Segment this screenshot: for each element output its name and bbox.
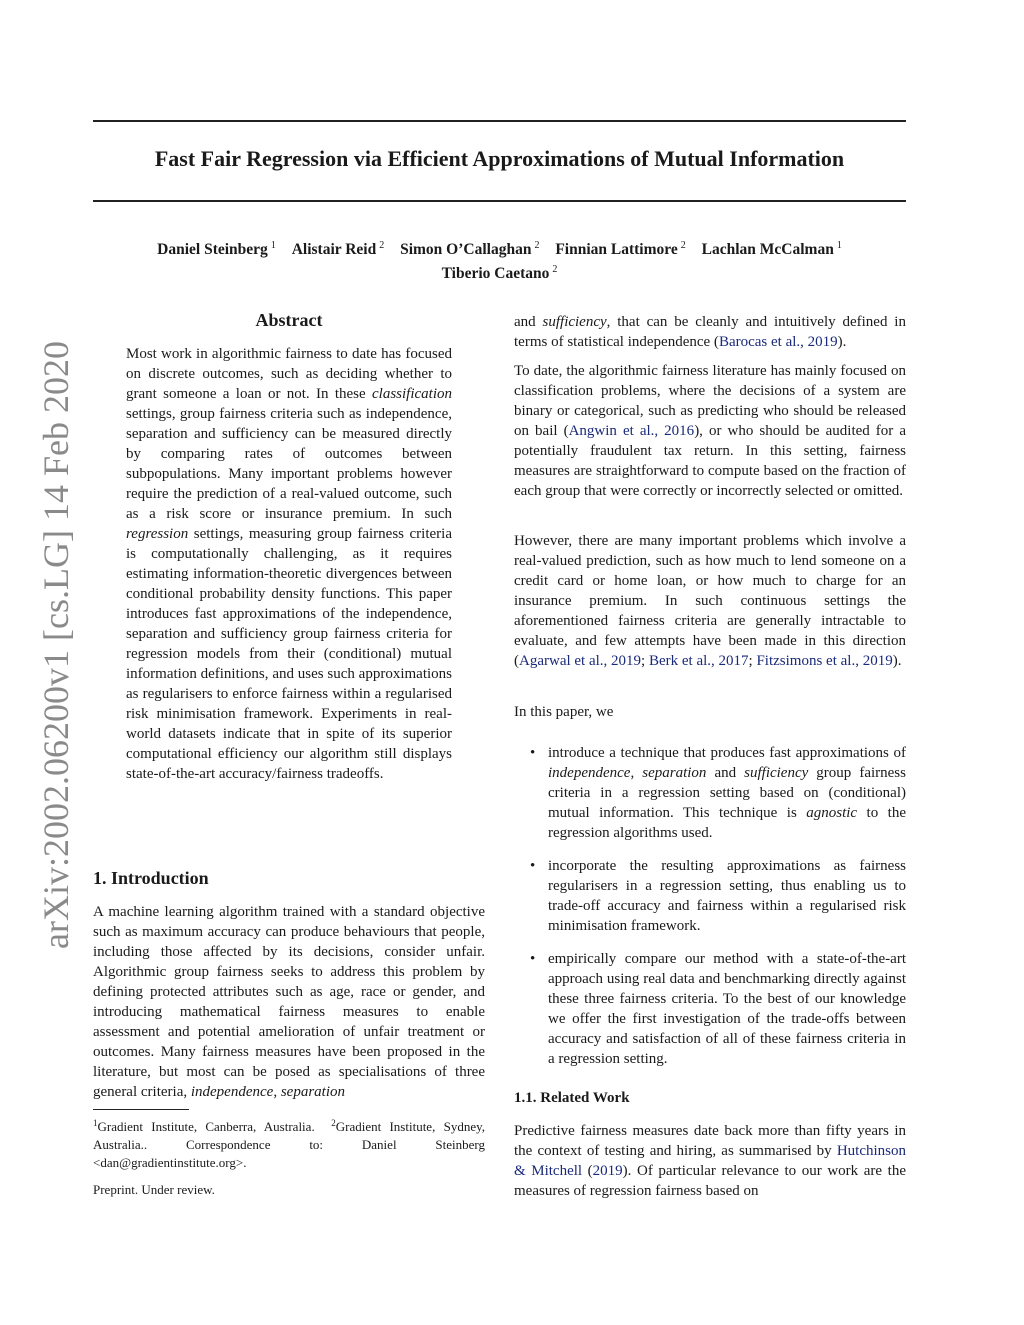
related-work-paragraph: Predictive fairness measures date back more than fifty years in the context of testing and hiring, as summarised by Hutchinson & Mitchell (2019). Of particular relevance to our work are the measures of regression fairness based on bbox=[514, 1123, 906, 1199]
citation-link[interactable]: Agarwal et al., 2019 bbox=[519, 653, 642, 669]
author: Simon O’Callaghan $^2$ bbox=[400, 240, 540, 258]
bullet-icon: • bbox=[530, 745, 536, 761]
citation-link[interactable]: Hutchinson & Mitchell bbox=[514, 1143, 906, 1179]
bullet-icon: • bbox=[530, 951, 536, 967]
author: Tiberio Caetano $^2$ bbox=[441, 264, 558, 282]
right-paragraph-2: To date, the algorithmic fairness literature has mainly focused on classification problems, where the decisions of a system are binary or categorical, such as predicting who should be released on bail (Angwin et al., 2016), or who should be audited for a potentially fraudulent tax return. In this setting, fairness measures are straightforward to compute based on the fraction of each group that were correctly or incorrectly selected or omitted. bbox=[514, 363, 906, 499]
section-heading-related-work: 1.1. Related Work bbox=[514, 1090, 630, 1106]
right-paragraph-4: In this paper, we bbox=[514, 704, 614, 720]
abstract-body: Most work in algorithmic fairness to date has focused on discrete outcomes, such as deciding whether to grant someone a loan or not. In these classification settings, group fairness criteria such as independence, separation and sufficiency can be measured directly by comparing rates of outcomes between subpopulations. Many important problems however require the prediction of a real-valued outcome, such as a risk score or insurance premium. In such regression settings, measuring group fairness criteria is computationally challenging, as it requires estimating information-theoretic divergences between conditional probability density functions. This paper introduces fast approximations of the independence, separation and sufficiency group fairness criteria for regression models from their (conditional) mutual information definitions, and uses such approximations as regularisers to enforce fairness within a regularised risk minimisation framework. Experiments in real-world datasets indicate that in spite of its superior computational efficiency our algorithm still displays state-of-the-art accuracy/fairness tradeoffs. bbox=[126, 346, 452, 782]
citation-link[interactable]: Berk et al., 2017 bbox=[648, 653, 749, 669]
citation-link[interactable]: Fitzsimons et al., 2019 bbox=[756, 653, 893, 669]
citation-link[interactable]: 2019 bbox=[592, 1163, 623, 1179]
section-heading-introduction: 1. Introduction bbox=[93, 868, 209, 888]
bullet-icon: • bbox=[530, 858, 536, 874]
affiliation-footnote: $^1$Gradient Institute, Canberra, Australia. $^2$Gradient Institute, Sydney, Australia.. Correspondence to: Daniel Steinberg <dan@gradientinstitute.org>. bbox=[93, 1118, 485, 1170]
author: Alistair Reid $^2$ bbox=[291, 240, 385, 258]
paper-title: Fast Fair Regression via Efficient Approximations of Mutual Information bbox=[154, 146, 845, 171]
list-item: • incorporate the resulting approximations as fairness regularisers in a regression setting, thus enabling us to trade-off accuracy and fairness within a regularised risk minimisation framework. bbox=[530, 858, 906, 934]
author: Daniel Steinberg $^1$ bbox=[157, 240, 276, 258]
abstract-heading: Abstract bbox=[255, 310, 323, 330]
arxiv-identifier[interactable]: arXiv:2002.06200v1 [cs.LG] 14 Feb 2020 bbox=[36, 341, 76, 949]
author: Finnian Lattimore $^2$ bbox=[555, 240, 686, 258]
introduction-paragraph: A machine learning algorithm trained with a standard objective such as maximum accuracy can produce behaviours that people, including those affected by its decisions, consider unfair. Algorithmic group fairness seeks to address this problem by defining protected attributes such as age, race or gender, and introducing mathematical fairness measures to enable assessment and potential amelioration of unfair treatment or outcomes. Many fairness measures have been proposed in the literature, but most can be posed as specialisations of three general criteria, independence, separation bbox=[93, 904, 485, 1100]
preprint-note: Preprint. Under review. bbox=[93, 1182, 215, 1197]
title-top-rule bbox=[93, 120, 906, 122]
right-paragraph-1: and sufficiency, that can be cleanly and intuitively defined in terms of statistical independence (Barocas et al., 2019). bbox=[514, 314, 906, 350]
contribution-list bbox=[514, 743, 906, 1069]
list-item: • empirically compare our method with a state-of-the-art approach using real data and benchmarking directly against these three fairness criteria. To the best of our knowledge we offer the first investigation of the trade-offs between accuracy and satisfaction of all of these fairness criteria in a regression setting. bbox=[530, 951, 906, 1067]
citation-link[interactable]: Angwin et al., 2016 bbox=[568, 423, 695, 439]
citation-link[interactable]: Barocas et al., 2019 bbox=[718, 334, 838, 350]
author: Lachlan McCalman $^1$ bbox=[701, 240, 842, 258]
right-paragraph-3: However, there are many important problems which involve a real-valued prediction, such as how much to lend someone on a credit card or home loan, or how much to charge for an insurance premium. In such continuous settings the aforementioned fairness criteria are generally intractable to evaluate, and few attempts have been made in this direction (Agarwal et al., 2019; Berk et al., 2017; Fitzsimons et al., 2019). bbox=[514, 533, 906, 669]
author-list bbox=[93, 236, 906, 284]
footnote-rule bbox=[93, 1109, 189, 1110]
title-bottom-rule bbox=[93, 200, 906, 202]
list-item: • introduce a technique that produces fast approximations of independence, separation and sufficiency group fairness criteria in a regression setting based on (conditional) mutual information. This technique is agnostic to the regression algorithms used. bbox=[530, 745, 907, 841]
